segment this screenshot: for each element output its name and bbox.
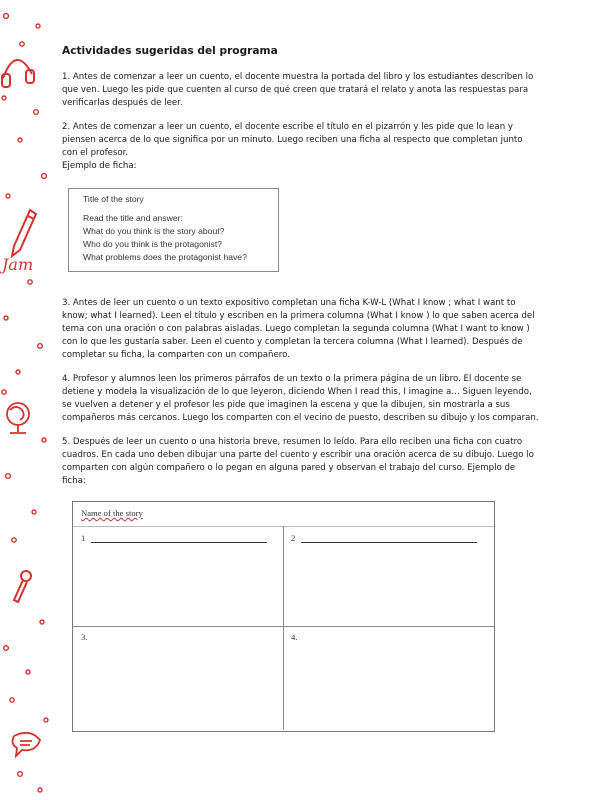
example-form-1 [68,188,279,272]
item-3: 3. Antes de leer un cuento o un texto expositivo completan una ficha K-W-L (What I know ; what I want to know; what I learned). Leen el título y escriben en la primera columna (What I know ) lo que saben acerca del tema con una oración o con palabras aisladas. Luego completan la segunda columna (What I want to know ) con lo que les gustaría saber. Leen el cuento y completan la tercera columna (What I learned). Después de completar su ficha, la comparten con un compañero. [62,298,535,360]
example-form-2 [72,501,495,732]
speech-bubble-icon [13,733,40,756]
form1-title: Title of the story [83,194,144,204]
item-1: 1. Antes de comenzar a leer un cuento, el docente muestra la portada del libro y los estudiantes describen lo que ven. Luego les pide que cuenten al curso de qué creen que tratará el relato y anota las respuestas para verificarlas después de leer. [62,72,534,108]
globe-icon [7,403,29,433]
answer-line [301,542,477,543]
form1-line: What do you think is the story about? [83,226,225,236]
answer-line [91,542,267,543]
headphones-icon [2,60,34,87]
form1-line: Read the title and answer: [83,213,183,223]
item-5: 5. Después de leer un cuento o una historia breve, resumen lo leído. Para ello reciben una ficha con cuatro cuadros. En cada uno deben dibujar una parte del cuento y escribir una oración acerca de su dibujo. Luego lo comparten con algún compañero o lo pegan en alguna pared y observan el trabajo del curso. Ejemplo de ficha: [62,437,534,486]
decorative-margin [0,0,58,800]
microphone-icon [14,571,31,602]
example-label-1: Ejemplo de ficha: [62,161,137,171]
jam-doodle: Jam [2,255,34,274]
page-title: Actividades sugeridas del programa [62,45,278,57]
item-2: 2. Antes de comenzar a leer un cuento, el docente escribe el título en el pizarrón y les pide que lo lean y piensen acerca de lo que significa por un minuto. Luego reciben una ficha al respecto que completan junto con el profesor. [62,122,523,158]
cell-number: 3. [81,632,88,642]
form1-line: Who do you think is the protagonist? [83,239,223,249]
cell-number: 4. [291,632,298,642]
cell-number: 2 [291,533,296,543]
form2-title: Name of the story [81,508,143,518]
divider [283,526,284,730]
divider [73,626,494,627]
dot-icon [4,14,9,19]
cell-number: 1 [81,533,86,543]
form1-line: What problems does the protagonist have? [83,252,247,262]
item-4: 4. Profesor y alumnos leen los primeros párrafos de un texto o la primera página de un libro. El docente se detiene y modela la visualización de lo que leyeron, diciendo When I read this, I imagine a… Siguen leyendo, se vuelven a detener y el profesor les pide que imaginen la escena y que la dibujen, sin mostrarla a sus compañeros más cercanos. Luego los comparten con el vecino de puesto, describen su dibujo y los comparan. [62,374,539,423]
pencil-icon [12,210,36,256]
